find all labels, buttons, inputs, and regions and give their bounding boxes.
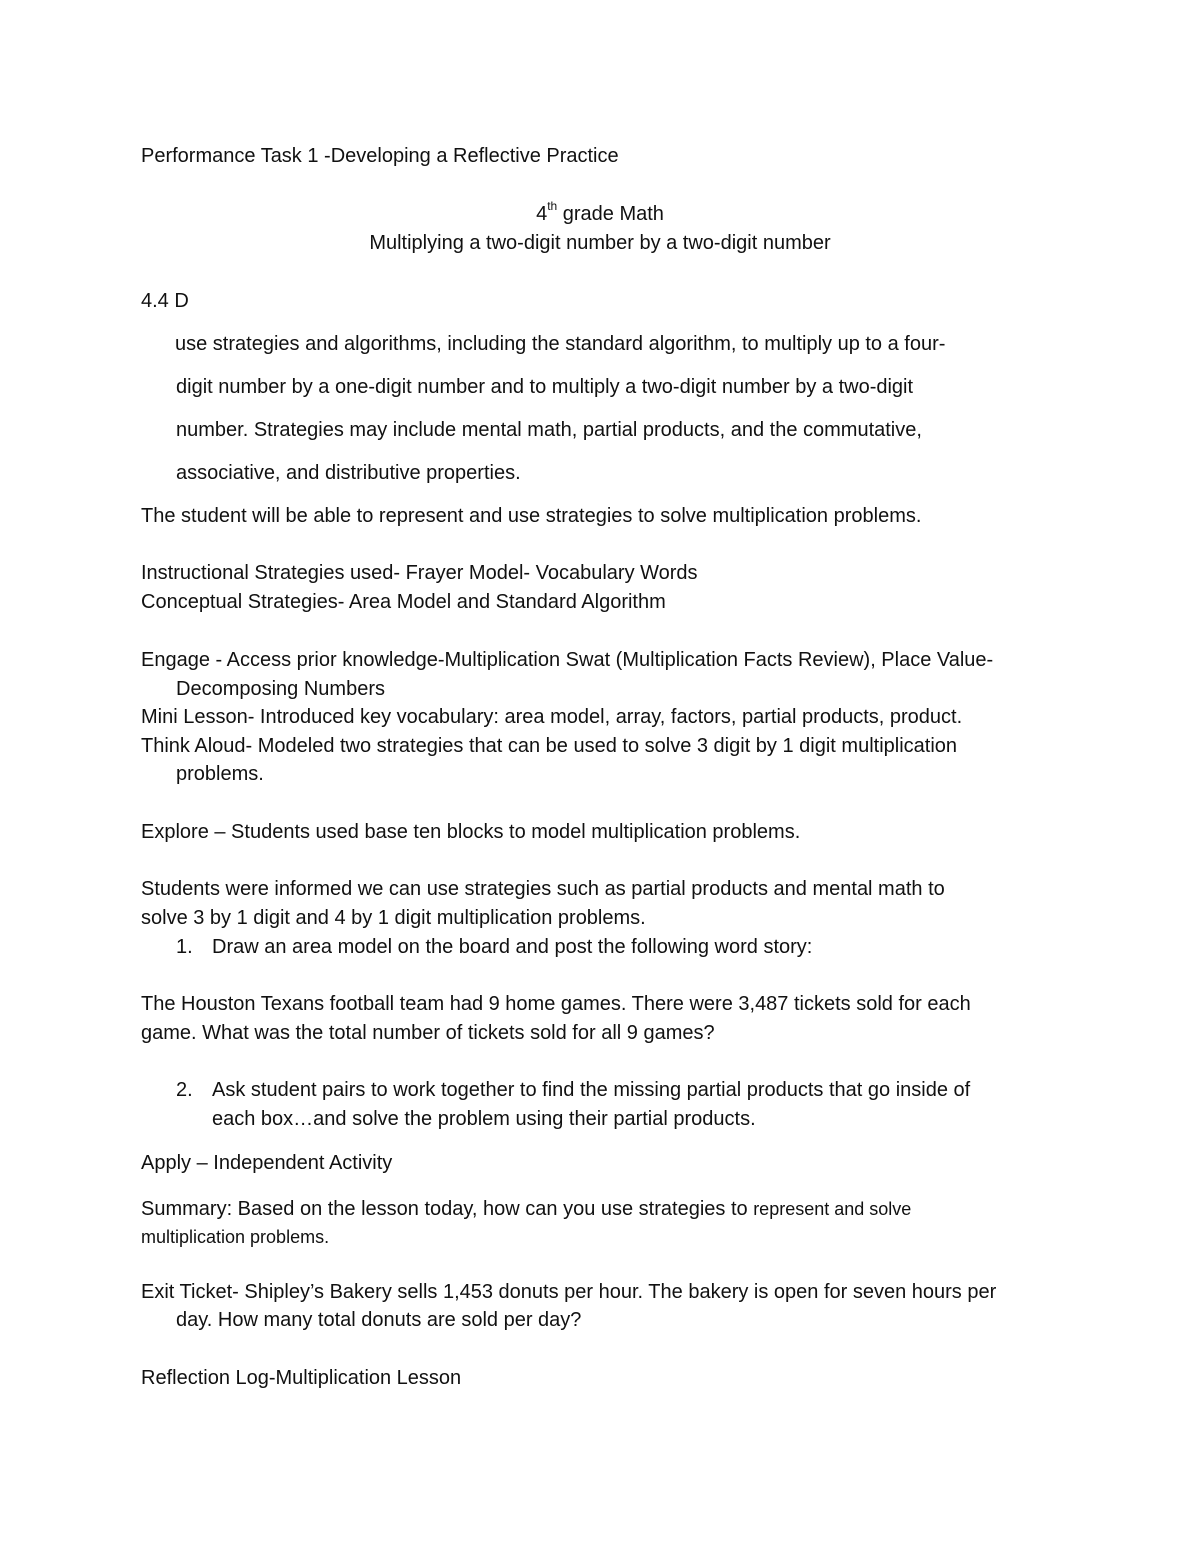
standard-line: digit number by a one-digit number and to multiply a two-digit number by a two-digit — [176, 376, 914, 398]
standard-line: associative, and distributive properties. — [176, 462, 521, 484]
engage-line: Decomposing Numbers — [176, 678, 385, 700]
list-number: 1. — [176, 936, 193, 958]
grade-number: 4 — [536, 203, 548, 225]
word-story: The Houston Texans football team had 9 home games. There were 3,487 tickets sold for each — [141, 993, 971, 1015]
lesson-subtitle: Multiplying a two-digit number by a two-digit number — [369, 232, 831, 254]
summary-line — [141, 1195, 911, 1223]
conceptual-strategies: Conceptual Strategies- Area Model and Standard Algorithm — [141, 591, 666, 613]
summary-part: Summary: Based on the lesson today, how can you use strategies to — [141, 1198, 754, 1220]
informed-line: Students were informed we can use strategies such as partial products and mental math to — [141, 878, 945, 900]
informed-line: solve 3 by 1 digit and 4 by 1 digit multiplication problems. — [141, 907, 646, 929]
exit-ticket: day. How many total donuts are sold per day? — [176, 1309, 582, 1331]
standard-code: 4.4 D — [141, 290, 189, 312]
list-item: Ask student pairs to work together to find the missing partial products that go inside of — [212, 1079, 971, 1101]
summary-part: represent and solve — [753, 1199, 912, 1219]
list-item: each box…and solve the problem using their partial products. — [212, 1108, 756, 1130]
engage-line: Engage - Access prior knowledge-Multiplication Swat (Multiplication Facts Review), Place Value- — [141, 649, 994, 671]
list-item: Draw an area model on the board and post the following word story: — [212, 936, 813, 958]
explore-section: Explore – Students used base ten blocks to model multiplication problems. — [141, 821, 801, 843]
grade-rest: grade Math — [557, 203, 664, 225]
grade-suffix: th — [547, 199, 558, 214]
standard-line: use strategies and algorithms, including the standard algorithm, to multiply up to a four- — [175, 333, 946, 355]
instructional-strategies: Instructional Strategies used- Frayer Model- Vocabulary Words — [141, 562, 698, 584]
think-aloud: problems. — [176, 763, 264, 785]
learning-objective: The student will be able to represent and use strategies to solve multiplication problems. — [141, 505, 922, 527]
document-title: Performance Task 1 -Developing a Reflective Practice — [141, 145, 619, 167]
list-number: 2. — [176, 1079, 193, 1101]
grade-heading — [0, 200, 1200, 228]
standard-line: number. Strategies may include mental math, partial products, and the commutative, — [176, 419, 922, 441]
think-aloud: Think Aloud- Modeled two strategies that can be used to solve 3 digit by 1 digit multiplication — [141, 735, 958, 757]
apply-section: Apply – Independent Activity — [141, 1152, 393, 1174]
summary-line: multiplication problems. — [141, 1227, 330, 1247]
mini-lesson: Mini Lesson- Introduced key vocabulary: area model, array, factors, partial products, product. — [141, 706, 963, 728]
exit-ticket: Exit Ticket- Shipley’s Bakery sells 1,453 donuts per hour. The bakery is open for seven hours per — [141, 1281, 997, 1303]
word-story: game. What was the total number of tickets sold for all 9 games? — [141, 1022, 715, 1044]
reflection-heading: Reflection Log-Multiplication Lesson — [141, 1367, 462, 1389]
